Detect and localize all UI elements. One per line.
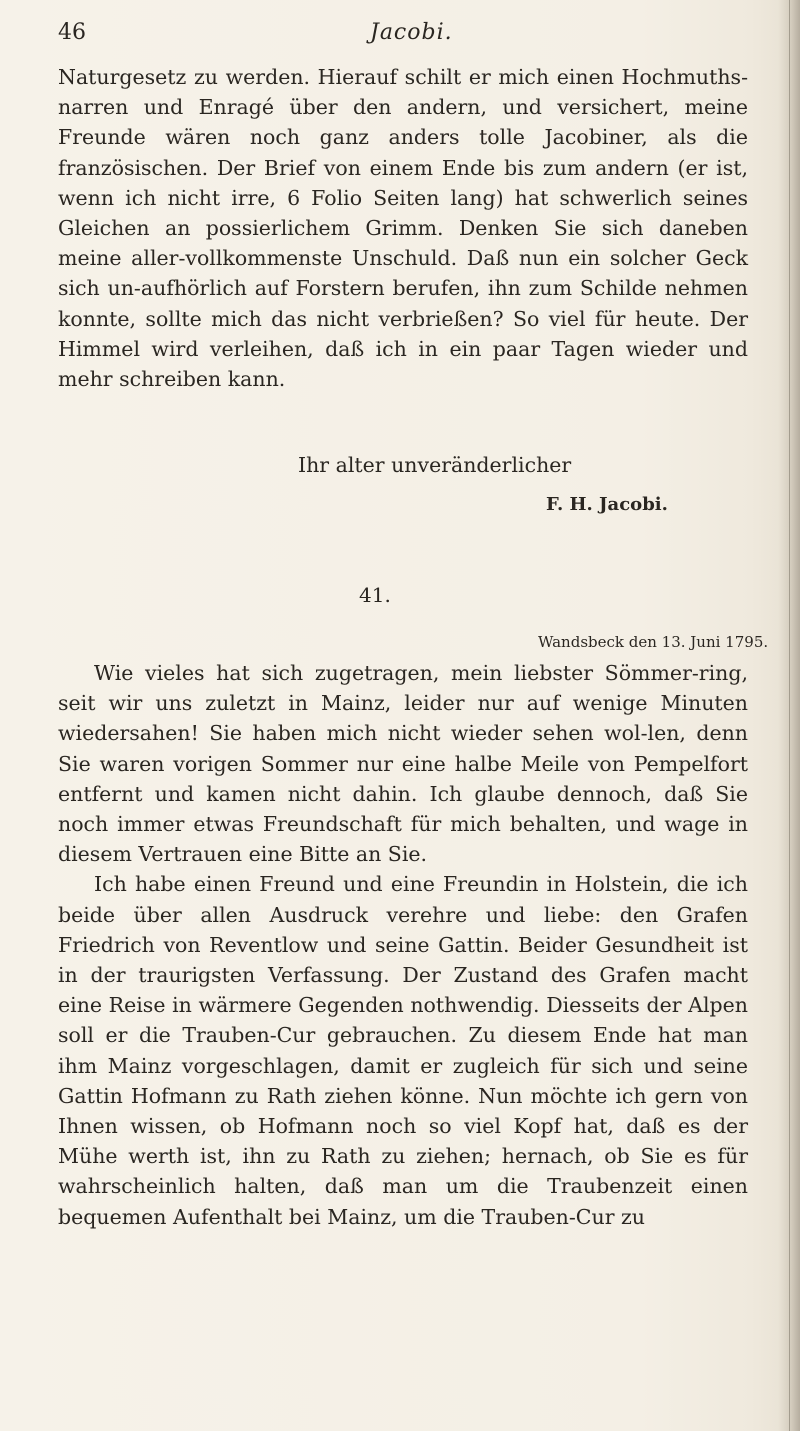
letter-41-body (58, 658, 748, 1232)
letter-dateline: Wandsbeck den 13. Juni 1795. (538, 633, 769, 651)
running-head: Jacobi. (370, 20, 453, 45)
page-edge-line (789, 0, 790, 1431)
paragraph: Wie vieles hat sich zugetragen, mein liebster Sömmer-ring, seit wir uns zuletzt in Mainz, leider nur auf wenige Minuten wiedersahen! Sie haben mich nicht wieder sehen wol-len, denn Sie waren vorigen Sommer nur eine halbe Meile von Pempelfort entfernt und kamen nicht dahin. Ich glaube dennoch, daß Sie noch immer etwas Freundschaft für mich behalten, und wage in diesem Vertrauen eine Bitte an Sie. (58, 661, 748, 867)
page-number: 46 (58, 20, 86, 45)
page-header (58, 20, 748, 54)
paragraph: Ich habe einen Freund und eine Freundin in Holstein, die ich beide über allen Ausdruck verehre und liebe: den Grafen Friedrich von Reventlow und seine Gattin. Beider Gesundheit ist in der traurigsten Verfassung. Der Zustand des Grafen macht eine Reise in wärmere Gegenden nothwendig. Diesseits der Alpen soll er die Trauben-Cur gebrauchen. Zu diesem Ende hat man ihm Mainz vorgeschlagen, damit er zugleich für sich und seine Gattin Hofmann zu Rath ziehen könne. Nun möchte ich gern von Ihnen wissen, ob Hofmann noch so viel Kopf hat, daß es der Mühe werth ist, ihn zu Rath zu ziehen; hernach, ob Sie es für wahrscheinlich halten, daß man um die Traubenzeit einen bequemen Aufenthalt bei Mainz, um die Trauben-Cur zu (58, 872, 748, 1229)
letter-signature: F. H. Jacobi. (546, 494, 668, 515)
letter-closing: Ihr alter unveränderlicher (298, 453, 572, 477)
paragraph: Naturgesetz zu werden. Hierauf schilt er mich einen Hochmuths-narren und Enragé über den andern, und versichert, meine Freunde wären noch ganz anders tolle Jacobiner, als die französischen. Der Brief von einem Ende bis zum andern (er ist, wenn ich nicht irre, 6 Folio Seiten lang) hat schwerlich seines Gleichen an possierlichem Grimm. Denken Sie sich daneben meine aller-vollkommenste Unschuld. Daß nun ein solcher Geck sich un-aufhörlich auf Forstern berufen, ihn zum Schilde nehmen konnte, sollte mich das nicht verbrießen? So viel für heute. Der Himmel wird verleihen, daß ich in ein paar Tagen wieder und mehr schreiben kann. (58, 65, 748, 392)
letter-number: 41. (359, 583, 391, 607)
letter-40-ending (58, 62, 748, 394)
